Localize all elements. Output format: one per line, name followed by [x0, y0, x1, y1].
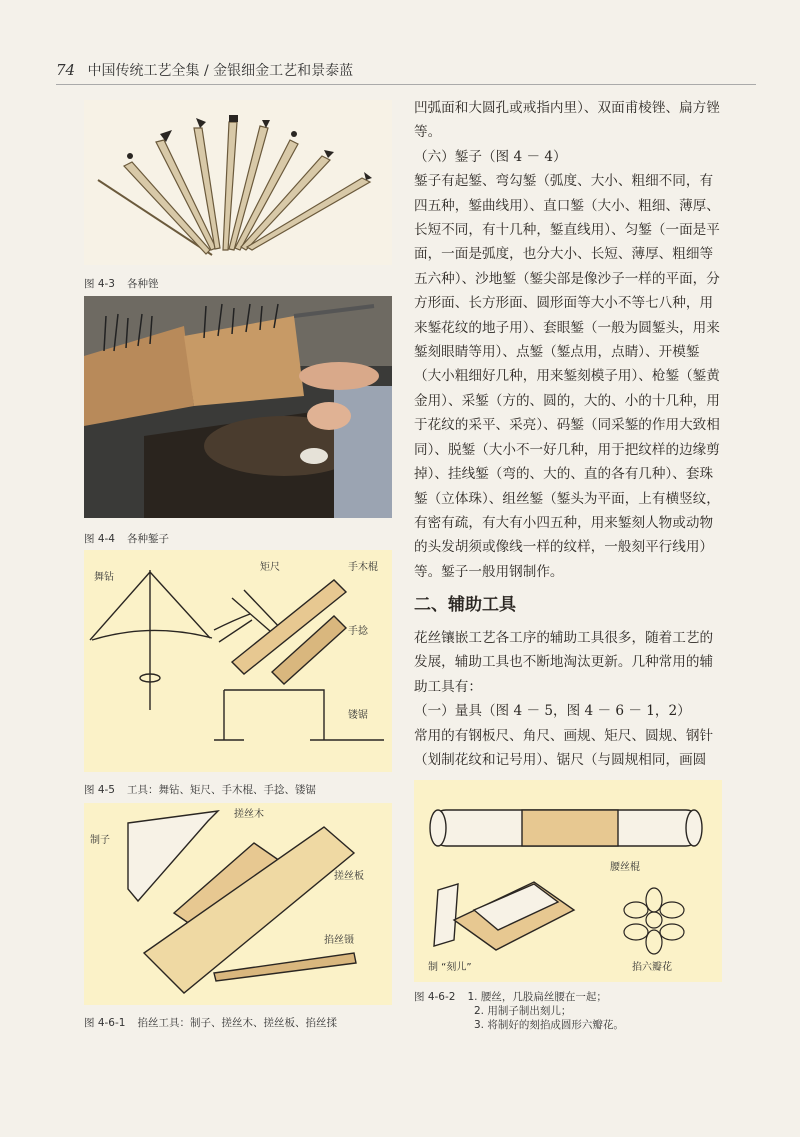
caption-text: 各种锉: [127, 278, 159, 290]
figure-4-6-2-filigree-steps: [414, 780, 722, 982]
book-title: 中国传统工艺全集 / 金银细金工艺和景泰蓝: [87, 63, 354, 79]
label-zhizi: 制子: [90, 835, 110, 846]
section-heading: 二、辅助工具: [414, 595, 516, 615]
paragraph: 錾子有起錾、弯勾錾（弧度、大小、粗细不同，有四五种，錾曲线用）、直口錾（大小、粗细、薄厚、长短不同，有十几种，錾直线用）、匀錾（一面是平面，一面是弧度，也分大小、长短、薄厚、粗细等五六种）、沙地錾（錾尖部是像沙子一样的平面，分方形面、长方形面、圆形面等大小不等七八种，用来錾花纹的地子用）、套眼錾（一般为圆錾头，用来錾刻眼睛等用）、点錾（錾点用，点睛）、开模錾（大小粗细好几种，用来錾刻模子用）、枪錾（錾黄金用）、采錾（方的、圆的，大的、小的十几种，用于花纹的采平、采亮）、码錾（同采錾的作用大致相同）、脱錾（大小不一好几种，用于把纹样的边缘剪掉）、挂线錾（弯的、大的、直的各有几种）、套珠錾（立体珠）、组丝錾（錾头为平面，上有横竖纹，有密有疏，有大有小四五种，用来錾刻人物或动物的头发胡须或像线一样的纹样，一般刻平行线用）等。錾子一般用钢制作。: [414, 173, 720, 580]
header-rule: [56, 84, 756, 85]
figure-4-4-chisels-photo: [84, 296, 392, 518]
label-qialiubanhua: 掐六瓣花: [632, 962, 672, 973]
caption-4-3: [84, 276, 159, 291]
caption-number: 图 4-6-1: [84, 1017, 126, 1029]
caption-line: 3. 将制好的刻掐成圆形六瓣花。: [474, 1019, 624, 1031]
body-column-top: [414, 96, 722, 584]
paragraph: 凹弧面和大圆孔或戒指内里）、双面甫棱锉、扁方锉等。: [414, 100, 720, 141]
caption-4-5: [84, 782, 316, 797]
label-jvchi: 矩尺: [260, 562, 280, 573]
figure-4-3-files: [84, 100, 392, 265]
label-lvju: 镂锯: [348, 710, 368, 721]
caption-text: 工具：舞钻、矩尺、手木棍、手捻、镂锯: [127, 784, 316, 796]
figure-4-6-1-filigree-tools: [84, 803, 392, 1005]
running-header: [56, 60, 756, 82]
caption-text: 各种錾子: [127, 533, 169, 545]
paragraph: 常用的有钢板尺、角尺、画规、矩尺、圆规、钢针（划制花纹和记号用）、锯尺（与圆规相同，画圆: [414, 727, 714, 769]
caption-line: 2. 用制子制出刻儿；: [474, 1005, 572, 1017]
paragraph: 花丝镶嵌工艺各工序的辅助工具很多，随着工艺的发展，辅助工具也不断地淘汰更新。几种常用的辅助工具有：: [414, 630, 714, 695]
subheading-chisels: （六）錾子（图 4 － 4）: [414, 148, 567, 165]
caption-number: 图 4-4: [84, 533, 115, 545]
caption-number: 图 4-3: [84, 278, 115, 290]
body-column-bottom: [414, 626, 722, 772]
page-number: 74: [56, 61, 76, 79]
label-shoumugun: 手木棍: [348, 562, 378, 573]
label-shounian: 手捻: [348, 626, 368, 637]
label-cuosimu: 搓丝木: [234, 809, 264, 820]
label-yaosigun: 腰丝棍: [610, 862, 640, 873]
caption-number: 图 4-5: [84, 784, 115, 796]
caption-number: 图 4-6-2: [414, 991, 456, 1003]
subheading-measuring: （一）量具（图 4 － 5，图 4 － 6 － 1，2）: [414, 703, 691, 720]
caption-text: 掐丝工具：制子、搓丝木、搓丝板、掐丝揉: [137, 1017, 337, 1029]
label-wuzuan: 舞钻: [94, 572, 114, 583]
caption-line: 1. 腰丝，几股扁丝腰在一起；: [467, 991, 607, 1003]
figure-4-5-tools: [84, 550, 392, 772]
caption-4-4: [84, 531, 169, 546]
label-zhikeer: 制 “刻儿”: [428, 962, 472, 973]
caption-4-6-1: [84, 1015, 337, 1030]
label-cuosiban: 搓丝板: [334, 871, 364, 882]
label-qiasinie: 掐丝镊: [324, 935, 354, 946]
caption-4-6-2: [414, 990, 624, 1032]
